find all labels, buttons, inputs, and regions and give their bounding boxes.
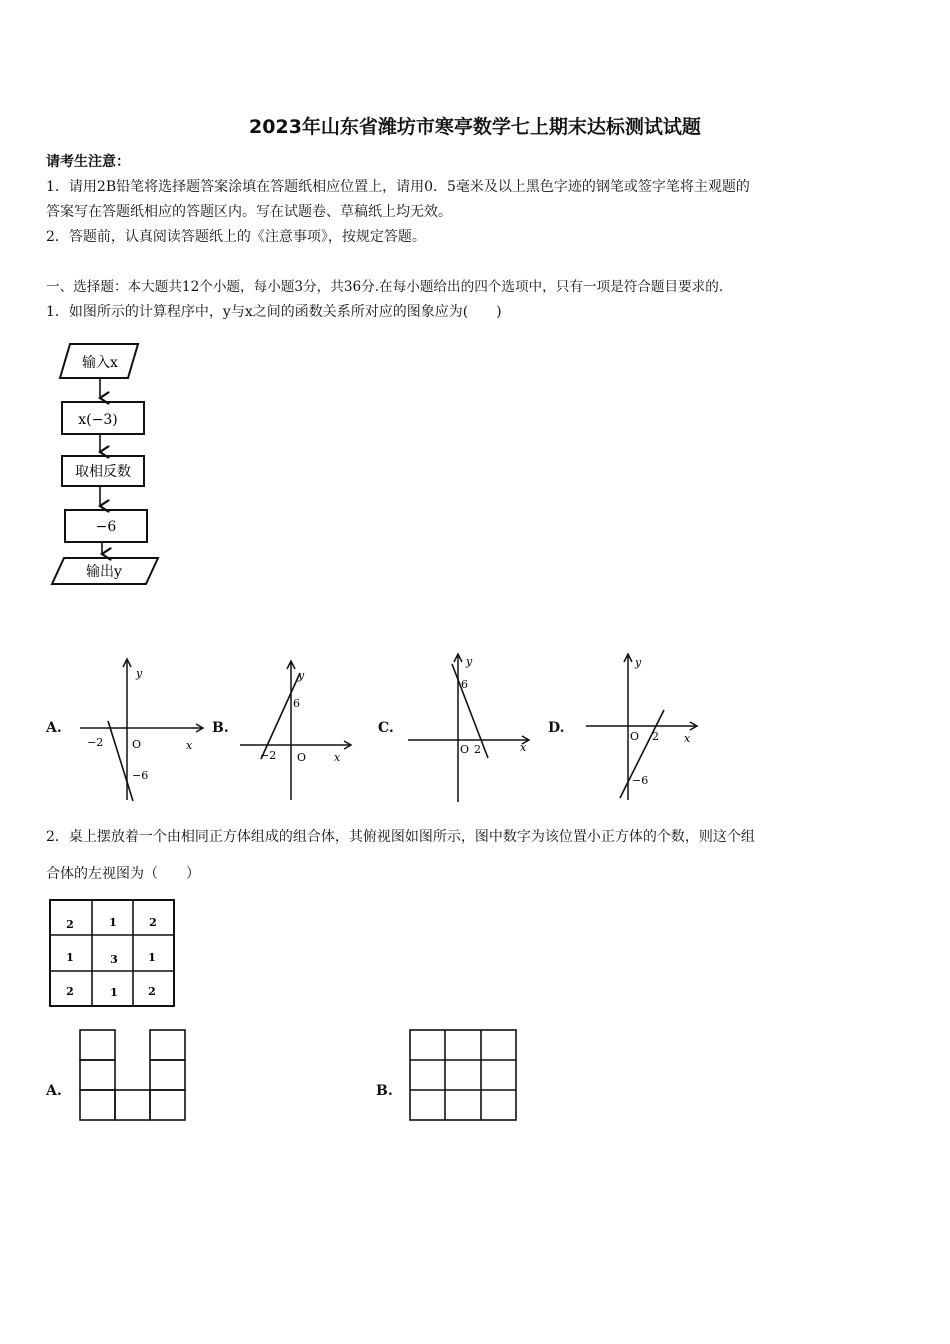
- grid-cell: 2: [149, 916, 157, 929]
- grid-cell: 1: [110, 986, 118, 999]
- q1-graph-a[interactable]: [70, 655, 210, 805]
- x-axis-label: x: [520, 741, 527, 754]
- flow-output-label: 输出y: [86, 564, 122, 580]
- grid-cell: 1: [109, 916, 117, 929]
- flow-input-label: 输入x: [82, 355, 118, 371]
- q1-option-d-label[interactable]: D.: [548, 720, 565, 736]
- x-axis-label: x: [186, 739, 193, 752]
- notice-heading: 请考生注意：: [46, 154, 130, 170]
- flow-multiply-label: x(−3): [78, 412, 118, 428]
- x-intercept-label: 2: [474, 743, 481, 756]
- notice-item-1-line-2: 答案写在答题纸相应的答题区内。写在试题卷、草稿纸上均无效。: [46, 204, 452, 220]
- q2-option-b-label[interactable]: B.: [376, 1083, 393, 1099]
- x-intercept-label: 2: [652, 730, 659, 743]
- q1-graph-c[interactable]: [402, 650, 536, 805]
- y-axis-label: y: [298, 669, 305, 682]
- grid-cell: 1: [66, 951, 74, 964]
- origin-label: O: [460, 743, 470, 756]
- q1-stem: 1．如图所示的计算程序中，y与x之间的函数关系所对应的图象应为( ): [46, 304, 502, 320]
- q2-option-a-label[interactable]: A.: [46, 1083, 62, 1099]
- grid-cell: 3: [110, 953, 118, 966]
- y-intercept-label: −6: [132, 769, 149, 782]
- q2-stem-line-1: 2．桌上摆放着一个由相同正方体组成的组合体，其俯视图如图所示，图中数字为该位置小正方体的个数，则这个组: [46, 829, 755, 845]
- y-intercept-label: 6: [293, 697, 300, 710]
- function-line: [108, 721, 133, 801]
- x-intercept-label: −2: [260, 749, 277, 762]
- q2-top-view-grid: [48, 898, 178, 1010]
- origin-label: O: [132, 738, 142, 751]
- q1-option-a-label[interactable]: A.: [46, 720, 62, 736]
- grid-cell: 1: [148, 951, 156, 964]
- origin-label: O: [297, 751, 307, 764]
- flow-negate-label: 取相反数: [75, 464, 131, 480]
- y-axis-label: y: [136, 667, 143, 680]
- grid-cell: 2: [66, 918, 74, 931]
- origin-label: O: [630, 730, 640, 743]
- notice-item-2: 2．答题前，认真阅读答题纸上的《注意事项》，按规定答题。: [46, 229, 426, 245]
- y-intercept-label: 6: [461, 678, 468, 691]
- q2-option-b-figure[interactable]: [408, 1028, 520, 1122]
- page-title: 2023年山东省潍坊市寒亭数学七上期末达标测试试题: [249, 116, 701, 138]
- y-intercept-label: −6: [632, 774, 649, 787]
- q2-option-a-figure[interactable]: [78, 1028, 188, 1122]
- q1-option-c-label[interactable]: C.: [378, 720, 394, 736]
- x-intercept-label: −2: [87, 736, 104, 749]
- x-axis-label: x: [684, 732, 691, 745]
- flow-subtract-label: −6: [95, 519, 117, 535]
- grid-cell: 2: [66, 985, 74, 998]
- q1-graph-b[interactable]: [236, 655, 356, 805]
- q1-graph-d[interactable]: [580, 650, 704, 805]
- q1-option-b-label[interactable]: B.: [212, 720, 229, 736]
- grid-cell: 2: [148, 985, 156, 998]
- y-axis-label: y: [466, 655, 473, 668]
- y-axis-label: y: [635, 656, 642, 669]
- section-1-heading: 一、选择题：本大题共12个小题，每小题3分，共36分.在每小题给出的四个选项中，只有一项是符合题目要求的.: [46, 279, 724, 295]
- notice-item-1-line-1: 1．请用2B铅笔将选择题答案涂填在答题纸相应位置上，请用0．5毫米及以上黑色字迹的钢笔或签字笔将主观题的: [46, 179, 750, 195]
- function-line: [261, 673, 300, 759]
- q2-stem-line-2: 合体的左视图为（ ）: [46, 866, 200, 882]
- q1-flowchart: [40, 336, 170, 592]
- x-axis-label: x: [334, 751, 341, 764]
